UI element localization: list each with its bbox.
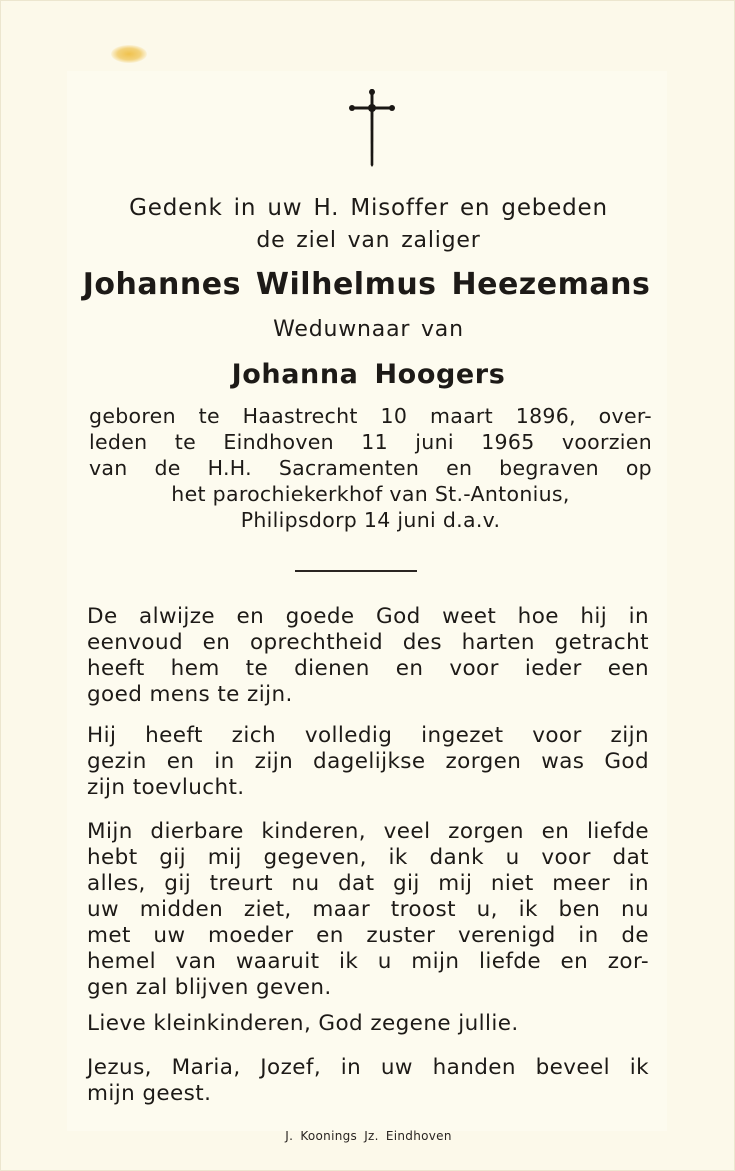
deceased-name: Johannes Wilhelmus Heezemans bbox=[82, 267, 651, 302]
paragraph-line: hemel van waaruit ik u mijn liefde en zor- bbox=[87, 949, 649, 974]
paragraph-line: uw midden ziet, maar troost u, ik ben nu bbox=[87, 897, 649, 922]
paragraph bbox=[87, 723, 649, 801]
paragraph-line: Mijn dierbare kinderen, veel zorgen en liefde bbox=[87, 819, 649, 844]
paragraph bbox=[87, 819, 649, 1001]
paragraph-line: heeft hem te dienen en voor ieder een bbox=[87, 656, 649, 681]
biography-line: geboren te Haastrecht 10 maart 1896, over- bbox=[89, 404, 652, 428]
biography bbox=[89, 403, 652, 533]
paragraph-line: Hij heeft zich volledig ingezet voor zijn bbox=[87, 723, 649, 748]
biography-line: het parochiekerkhof van St.-Antonius, bbox=[171, 482, 570, 506]
printer-imprint: J. Koonings Jz. Eindhoven bbox=[285, 1129, 452, 1143]
biography-line: van de H.H. Sacramenten en begraven op bbox=[89, 456, 652, 480]
paragraph-line: zijn toevlucht. bbox=[87, 775, 245, 800]
paragraph-line: hebt gij mij gegeven, ik dank u voor dat bbox=[87, 845, 649, 870]
biography-line: leden te Eindhoven 11 juni 1965 voorzien bbox=[89, 430, 652, 454]
paragraph-line: gezin en in zijn dagelijkse zorgen was God bbox=[87, 749, 649, 774]
divider-rule bbox=[295, 570, 417, 572]
paragraph-line: mijn geest. bbox=[87, 1081, 212, 1106]
paragraph-line: eenvoud en oprechtheid des harten getracht bbox=[87, 630, 649, 655]
paragraph-line: goed mens te zijn. bbox=[87, 682, 293, 707]
biography-line: Philipsdorp 14 juni d.a.v. bbox=[240, 508, 501, 532]
intro-line-1: Gedenk in uw H. Misoffer en gebeden bbox=[129, 195, 608, 221]
paragraph-line: gen zal blijven geven. bbox=[87, 975, 332, 1000]
paragraph-line: Jezus, Maria, Jozef, in uw handen beveel ik bbox=[87, 1055, 649, 1080]
paragraph bbox=[87, 604, 649, 708]
intro-line-2: de ziel van zaliger bbox=[256, 228, 481, 253]
paragraph-line: met uw moeder en zuster verenigd in de bbox=[87, 923, 649, 948]
paragraph-line: Lieve kleinkinderen, God zegene jullie. bbox=[87, 1011, 519, 1036]
paragraph-line: De alwijze en goede God weet hoe hij in bbox=[87, 604, 649, 629]
cross-icon bbox=[349, 87, 395, 167]
spouse-name: Johanna Hoogers bbox=[231, 359, 506, 390]
widower-of-label: Weduwnaar van bbox=[273, 317, 464, 342]
paper-stain bbox=[111, 45, 147, 63]
paragraph bbox=[87, 1055, 649, 1107]
paragraph bbox=[87, 1011, 649, 1037]
paragraph-line: alles, gij treurt nu dat gij mij niet meer in bbox=[87, 871, 649, 896]
